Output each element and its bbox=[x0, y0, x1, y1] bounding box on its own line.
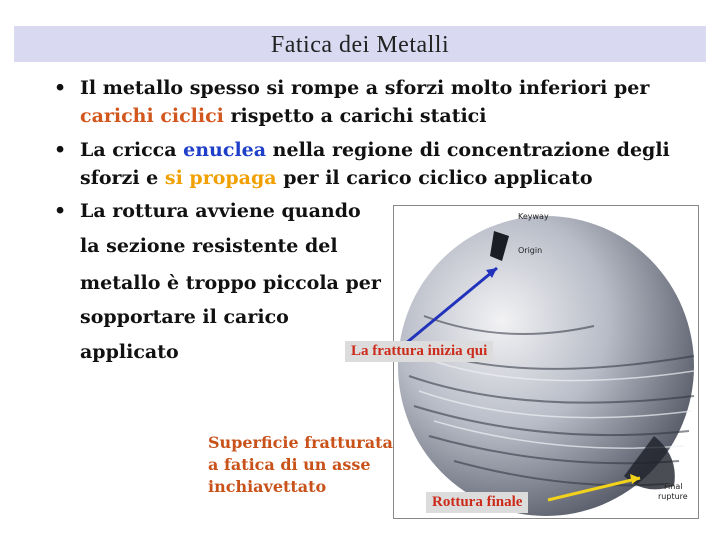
yellow-arrow bbox=[548, 478, 640, 500]
bullet-dot: • bbox=[54, 200, 67, 222]
fracture-start-callout: La frattura inizia qui bbox=[345, 341, 493, 362]
bullet-2-text-d: sforzi e bbox=[80, 167, 165, 189]
bullet-1-line-2-rest: rispetto a carichi statici bbox=[223, 105, 487, 127]
blue-arrow bbox=[405, 268, 497, 344]
highlight-si-propaga: si propaga bbox=[164, 167, 277, 189]
photo-caption: Superficie fratturata a fatica di un asse inchiavettato bbox=[208, 433, 393, 496]
bullet-3-line-5: applicato bbox=[80, 341, 179, 363]
final-rupture-label-2: rupture bbox=[658, 492, 688, 501]
bullet-3-line-2: la sezione resistente del bbox=[80, 235, 338, 257]
bullet-3-line-3: metallo è troppo piccola per bbox=[80, 272, 381, 294]
bullet-2-text-c: nella regione di concentrazione degli bbox=[266, 139, 670, 161]
highlight-carichi-ciclici: carichi ciclici bbox=[80, 105, 224, 127]
final-rupture-label-1: Final bbox=[664, 482, 683, 491]
keyway-label: Keyway bbox=[518, 212, 549, 221]
final-rupture-callout: Rottura finale bbox=[426, 492, 528, 513]
bullet-3-line-4: sopportare il carico bbox=[80, 306, 289, 328]
bullet-1-line-1: Il metallo spesso si rompe a sforzi molto inferiori per bbox=[80, 77, 650, 99]
bullet-2-text-a: La cricca bbox=[80, 139, 184, 161]
bullet-dot: • bbox=[54, 77, 67, 99]
highlight-enuclea: enuclea bbox=[183, 139, 267, 161]
bullet-3-line-1: La rottura avviene quando bbox=[80, 200, 361, 222]
bullet-2-text-f: per il carico ciclico applicato bbox=[276, 167, 593, 189]
origin-label: Origin bbox=[518, 246, 543, 255]
slide-title: Fatica dei Metalli bbox=[270, 32, 450, 58]
bullet-dot: • bbox=[54, 139, 67, 161]
